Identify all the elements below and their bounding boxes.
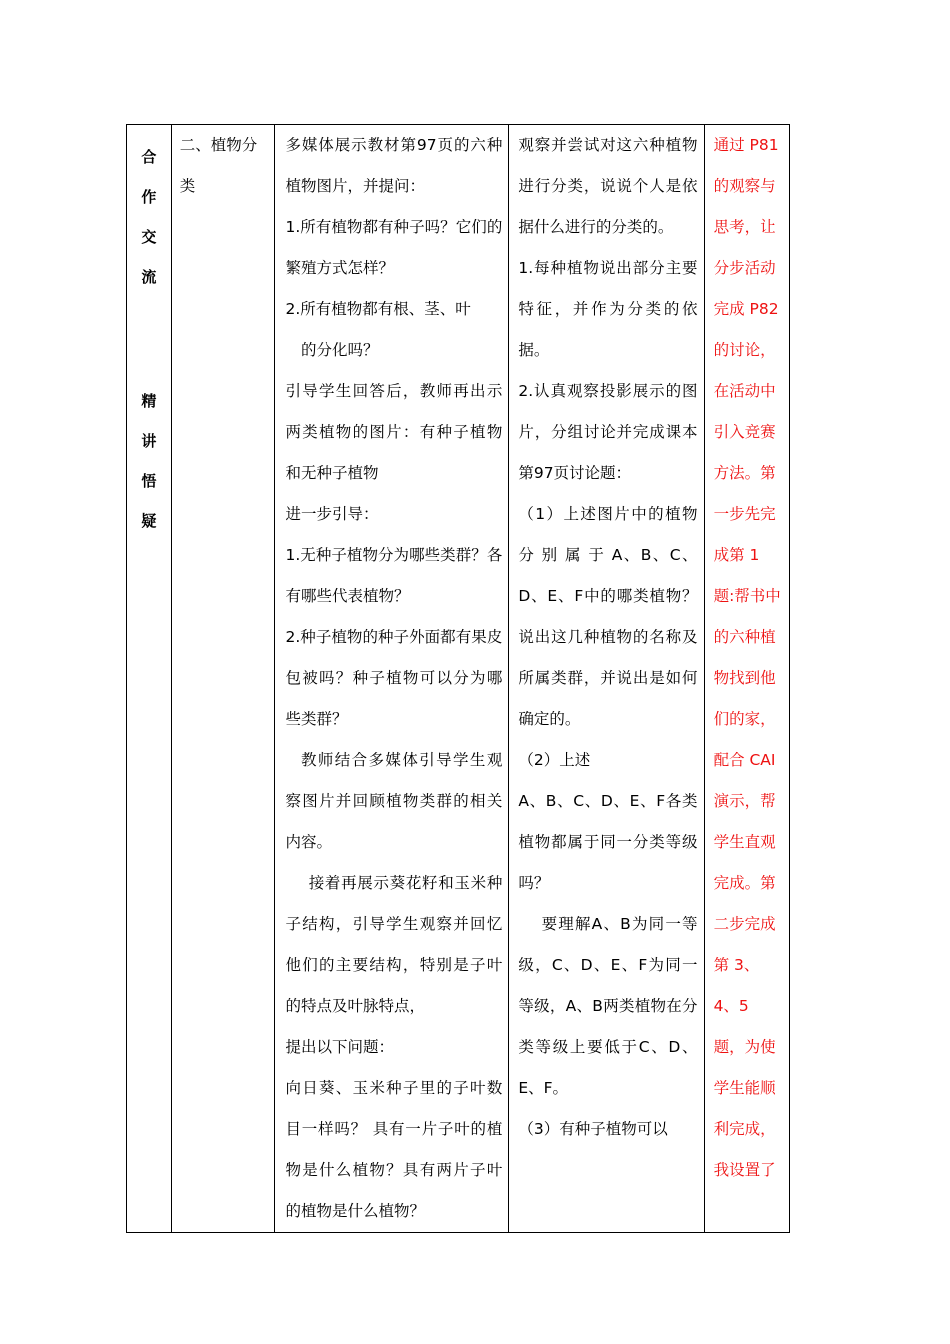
teacher-paragraph: 1.所有植物都有种子吗？它们的繁殖方式怎样？: [285, 218, 503, 277]
topic-title: 二、植物分类: [179, 136, 258, 195]
stage-char: 疑: [141, 512, 157, 530]
stage-char: 精: [141, 392, 157, 410]
student-activity-cell: [509, 125, 704, 1233]
table-row: [127, 125, 790, 1233]
teacher-paragraph: 2.所有植物都有根、茎、叶: [285, 300, 471, 318]
student-paragraph: （1）上述图片中的植物 分 别 属 于 A、B、C、D、E、F中的哪类植物？说出这几种植物的名称及所属类群，并说出是如何确定的。: [518, 505, 698, 728]
teacher-paragraph: 进一步引导：: [285, 505, 379, 523]
teacher-paragraph: 向日葵、玉米种子里的子叶数目一样吗？ 具有一片子叶的植物是什么植物？具有两片子叶的植物是什么植物？: [285, 1079, 503, 1220]
topic-cell: [171, 125, 275, 1233]
lesson-plan-table: [126, 124, 790, 1233]
stage-char: 合: [141, 148, 157, 166]
student-paragraph: （2）上述: [518, 751, 591, 769]
stage-char: 交: [141, 228, 157, 246]
teacher-paragraph: 的分化吗？: [300, 341, 379, 359]
teacher-paragraph: 接着再展示葵花籽和玉米种子结构，引导学生观察并回忆他们的主要结构，特别是子叶的特点及叶脉特点，: [285, 874, 503, 1015]
student-paragraph: 观察并尝试对这六种植物进行分类，说说个人是依据什么进行的分类的。: [518, 136, 698, 236]
teacher-paragraph: 2.种子植物的种子外面都有果皮包被吗？种子植物可以分为哪些类群？: [285, 628, 503, 728]
teacher-paragraph: 教师结合多媒体引导学生观察图片并回顾植物类群的相关内容。: [285, 751, 503, 851]
stage-char: 悟: [141, 472, 157, 490]
stage-label-cell: [127, 125, 172, 1233]
stage-char: 讲: [141, 432, 157, 450]
stage-char: 流: [141, 268, 157, 286]
stage-label: [127, 125, 171, 541]
design-intent-text: 通过 P81 的观察与思考，让分步活动完成 P82 的讨论，在活动中引入竞赛方法。第一步先完成第 1 题:帮书中的六种植物找到他们的家，配合 CAI 演示，帮学生直观完成。第二步完成第 3、4、5 题，为使学生能顺利完成，我设置了: [713, 136, 781, 1179]
teacher-activity-cell: [275, 125, 509, 1233]
design-intent-cell: [704, 125, 789, 1233]
stage-char: 作: [141, 188, 157, 206]
student-paragraph: 要理解A、B为同一等级，C、D、E、F为同一等级，A、B两类植物在分类等级上要低于C、D、E、F。: [518, 915, 698, 1097]
teacher-paragraph: 提出以下问题：: [285, 1038, 394, 1056]
student-paragraph: 2.认真观察投影展示的图片，分组讨论并完成课本第97页讨论题：: [518, 382, 698, 482]
student-paragraph: （3）有种子植物可以: [518, 1120, 668, 1138]
teacher-paragraph: 多媒体展示教材第97页的六种植物图片，并提问：: [285, 136, 503, 195]
student-paragraph: 1.每种植物说出部分主要特征，并作为分类的依据。: [518, 259, 698, 359]
student-paragraph: A、B、C、D、E、F各类植物都属于同一分类等级吗？: [518, 792, 698, 892]
teacher-paragraph: 1.无种子植物分为哪些类群？各有哪些代表植物？: [285, 546, 503, 605]
teacher-paragraph: 引导学生回答后，教师再出示两类植物的图片：有种子植物和无种子植物: [285, 382, 503, 482]
